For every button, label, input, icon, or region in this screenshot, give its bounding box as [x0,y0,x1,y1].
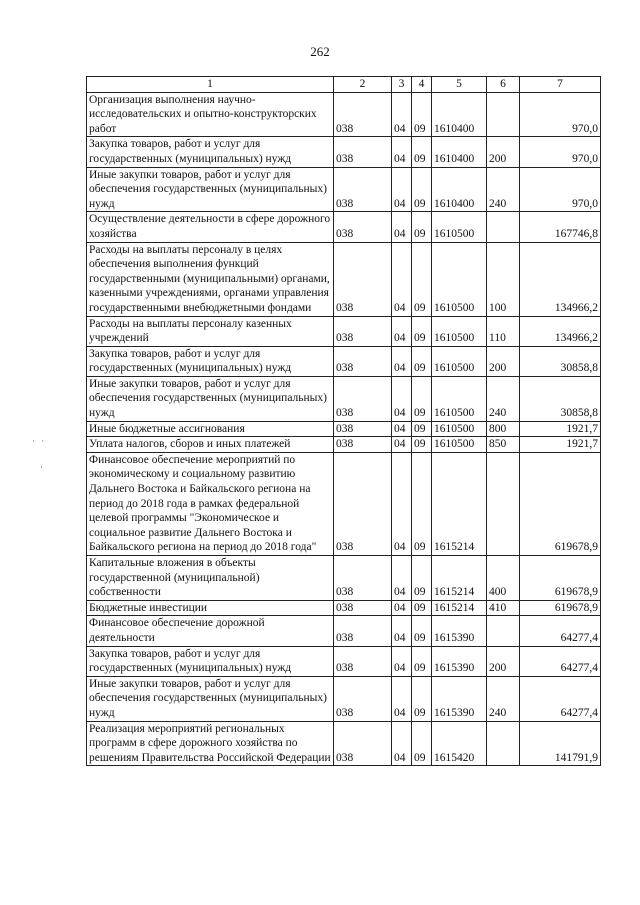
row-amount-cell: 141791,9 [520,721,601,766]
table-row [87,92,601,137]
row-amount-cell: 619678,9 [520,556,601,601]
row-name-cell: Капитальные вложения в объекты государственной (муниципальной) собственности [87,556,334,601]
row-subsection-cell: 09 [412,137,432,167]
table-row [87,721,601,766]
row-expense-type-cell: 100 [487,242,520,316]
table-row [87,346,601,376]
row-section-cell: 04 [392,346,412,376]
row-target-cell: 1615390 [432,676,487,721]
row-code-cell: 038 [334,316,392,346]
row-target-cell: 1610500 [432,242,487,316]
row-section-cell: 04 [392,421,412,437]
row-code-cell: 038 [334,346,392,376]
row-target-cell: 1610500 [432,376,487,421]
row-code-cell: 038 [334,242,392,316]
row-expense-type-cell: 200 [487,346,520,376]
row-amount-cell: 64277,4 [520,646,601,676]
row-name-cell: Закупка товаров, работ и услуг для государственных (муниципальных) нужд [87,646,334,676]
table-row [87,137,601,167]
row-expense-type-cell [487,452,520,555]
row-expense-type-cell: 410 [487,600,520,616]
row-expense-type-cell: 110 [487,316,520,346]
table-row [87,242,601,316]
row-amount-cell: 167746,8 [520,212,601,242]
row-code-cell: 038 [334,421,392,437]
row-section-cell: 04 [392,452,412,555]
row-target-cell: 1615214 [432,556,487,601]
row-section-cell: 04 [392,676,412,721]
row-expense-type-cell: 240 [487,676,520,721]
row-code-cell: 038 [334,437,392,453]
row-subsection-cell: 09 [412,316,432,346]
row-section-cell: 04 [392,616,412,646]
row-expense-type-cell: 200 [487,137,520,167]
row-subsection-cell: 09 [412,92,432,137]
column-header: 5 [432,77,487,93]
row-expense-type-cell: 850 [487,437,520,453]
row-expense-type-cell [487,721,520,766]
table-row [87,556,601,601]
row-target-cell: 1615214 [432,452,487,555]
table-row [87,676,601,721]
row-name-cell: Расходы на выплаты персоналу в целях обеспечения выполнения функций государственными (муниципальными) органами, казенными учреждениями, органами управления государственными внебюджетными фондами [87,242,334,316]
column-header: 6 [487,77,520,93]
row-subsection-cell: 09 [412,167,432,212]
column-header: 4 [412,77,432,93]
row-section-cell: 04 [392,167,412,212]
table-row [87,316,601,346]
row-target-cell: 1615390 [432,646,487,676]
row-code-cell: 038 [334,212,392,242]
row-target-cell: 1610500 [432,316,487,346]
row-name-cell: Иные закупки товаров, работ и услуг для обеспечения государственных (муниципальных) нужд [87,376,334,421]
row-amount-cell: 1921,7 [520,421,601,437]
row-code-cell: 038 [334,452,392,555]
table-header-row [87,77,601,93]
table-row [87,646,601,676]
row-name-cell: Закупка товаров, работ и услуг для государственных (муниципальных) нужд [87,137,334,167]
row-target-cell: 1610400 [432,167,487,212]
row-expense-type-cell [487,212,520,242]
row-subsection-cell: 09 [412,616,432,646]
table-row [87,600,601,616]
row-target-cell: 1610400 [432,92,487,137]
row-code-cell: 038 [334,167,392,212]
row-section-cell: 04 [392,437,412,453]
row-subsection-cell: 09 [412,242,432,316]
row-amount-cell: 64277,4 [520,676,601,721]
row-section-cell: 04 [392,600,412,616]
row-name-cell: Финансовое обеспечение дорожной деятельности [87,616,334,646]
row-expense-type-cell: 240 [487,167,520,212]
row-section-cell: 04 [392,137,412,167]
row-expense-type-cell: 240 [487,376,520,421]
row-name-cell: Осуществление деятельности в сфере дорожного хозяйства [87,212,334,242]
row-subsection-cell: 09 [412,376,432,421]
row-subsection-cell: 09 [412,346,432,376]
row-code-cell: 038 [334,600,392,616]
column-header: 1 [87,77,334,93]
table-row [87,376,601,421]
row-section-cell: 04 [392,556,412,601]
row-section-cell: 04 [392,242,412,316]
row-subsection-cell: 09 [412,600,432,616]
row-amount-cell: 30858,8 [520,376,601,421]
row-subsection-cell: 09 [412,437,432,453]
row-expense-type-cell [487,616,520,646]
row-section-cell: 04 [392,316,412,346]
row-amount-cell: 970,0 [520,167,601,212]
row-target-cell: 1615214 [432,600,487,616]
row-name-cell: Иные закупки товаров, работ и услуг для обеспечения государственных (муниципальных) нужд [87,676,334,721]
table-row [87,421,601,437]
row-amount-cell: 619678,9 [520,600,601,616]
row-subsection-cell: 09 [412,556,432,601]
row-amount-cell: 30858,8 [520,346,601,376]
row-code-cell: 038 [334,616,392,646]
table-row [87,452,601,555]
row-target-cell: 1610400 [432,137,487,167]
table-row [87,212,601,242]
row-code-cell: 038 [334,721,392,766]
row-code-cell: 038 [334,376,392,421]
row-section-cell: 04 [392,646,412,676]
row-name-cell: Финансовое обеспечение мероприятий по экономическому и социальному развитию Дальнего Востока и Байкальского региона на период до 2018 года в рамках федеральной целевой программы "Экономическое и социальное развитие Дальнего Востока и Байкальского региона на период до 2018 года" [87,452,334,555]
column-header: 2 [334,77,392,93]
row-expense-type-cell: 800 [487,421,520,437]
row-target-cell: 1610500 [432,437,487,453]
row-subsection-cell: 09 [412,721,432,766]
row-section-cell: 04 [392,721,412,766]
row-amount-cell: 970,0 [520,137,601,167]
row-expense-type-cell: 200 [487,646,520,676]
table-row [87,437,601,453]
row-amount-cell: 134966,2 [520,242,601,316]
row-amount-cell: 619678,9 [520,452,601,555]
table-body [87,92,601,766]
row-expense-type-cell [487,92,520,137]
row-name-cell: Расходы на выплаты персоналу казенных учреждений [87,316,334,346]
row-code-cell: 038 [334,646,392,676]
row-target-cell: 1610500 [432,346,487,376]
row-subsection-cell: 09 [412,212,432,242]
row-name-cell: Организация выполнения научно-исследовательских и опытно-конструкторских работ [87,92,334,137]
row-name-cell: Реализация мероприятий региональных программ в сфере дорожного хозяйства по решениям Правительства Российской Федерации [87,721,334,766]
row-code-cell: 038 [334,676,392,721]
scan-artifact: · · [32,436,47,446]
row-amount-cell: 134966,2 [520,316,601,346]
row-code-cell: 038 [334,92,392,137]
row-section-cell: 04 [392,212,412,242]
row-target-cell: 1615420 [432,721,487,766]
scan-artifact: · [40,462,45,472]
table-row [87,167,601,212]
row-name-cell: Бюджетные инвестиции [87,600,334,616]
table-row [87,616,601,646]
row-section-cell: 04 [392,92,412,137]
row-code-cell: 038 [334,556,392,601]
row-code-cell: 038 [334,137,392,167]
row-subsection-cell: 09 [412,646,432,676]
row-amount-cell: 1921,7 [520,437,601,453]
row-name-cell: Иные бюджетные ассигнования [87,421,334,437]
row-target-cell: 1615390 [432,616,487,646]
row-target-cell: 1610500 [432,421,487,437]
row-subsection-cell: 09 [412,421,432,437]
row-target-cell: 1610500 [432,212,487,242]
row-section-cell: 04 [392,376,412,421]
column-header: 3 [392,77,412,93]
row-name-cell: Иные закупки товаров, работ и услуг для обеспечения государственных (муниципальных) нужд [87,167,334,212]
row-subsection-cell: 09 [412,676,432,721]
row-subsection-cell: 09 [412,452,432,555]
row-amount-cell: 970,0 [520,92,601,137]
row-expense-type-cell: 400 [487,556,520,601]
row-name-cell: Уплата налогов, сборов и иных платежей [87,437,334,453]
row-amount-cell: 64277,4 [520,616,601,646]
row-name-cell: Закупка товаров, работ и услуг для государственных (муниципальных) нужд [87,346,334,376]
page-number: 262 [310,44,330,59]
budget-table [86,76,601,766]
column-header: 7 [520,77,601,93]
